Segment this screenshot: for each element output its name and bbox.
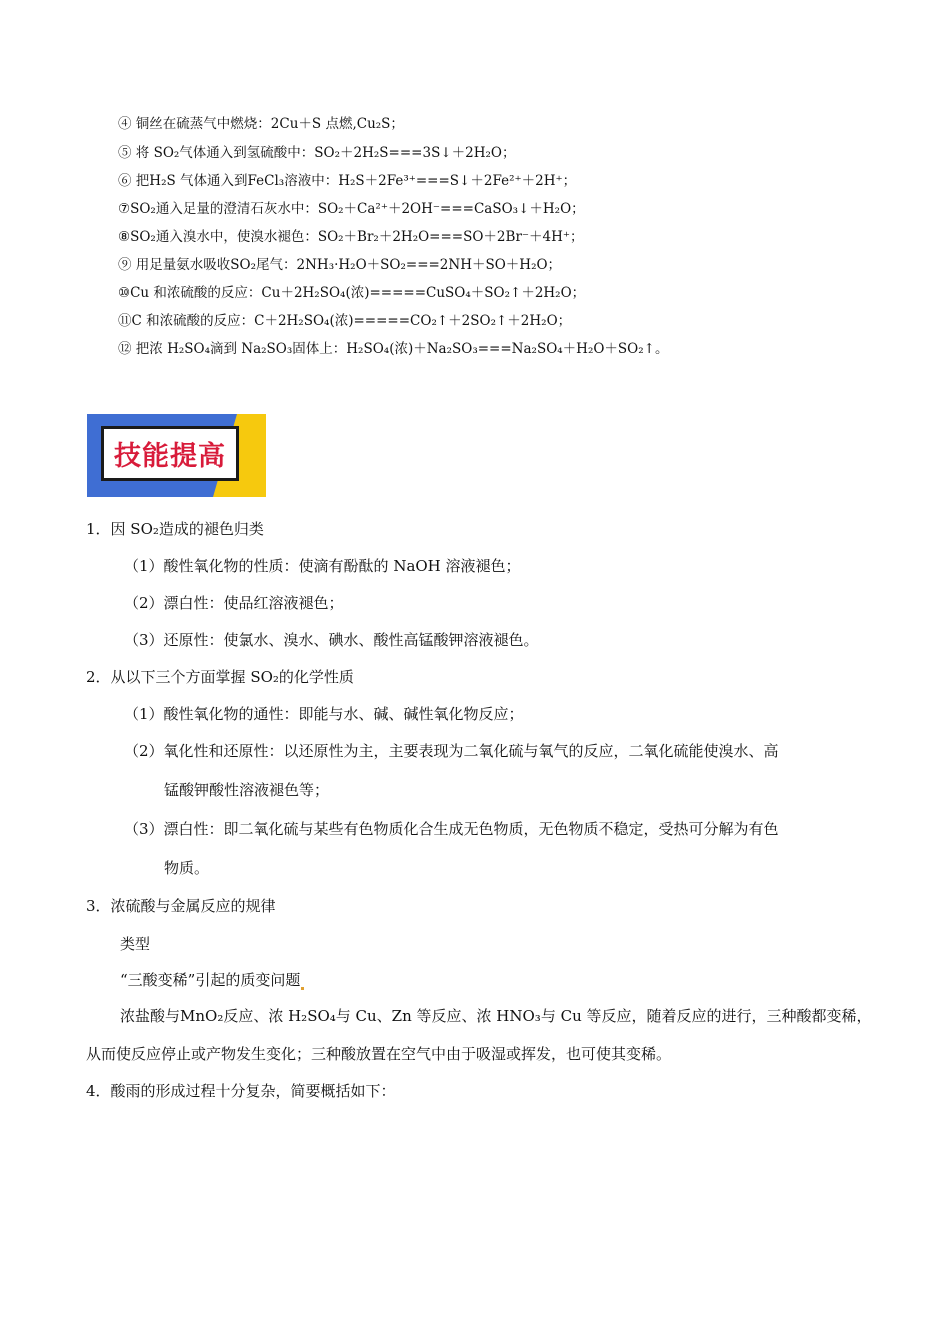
equation-12: ⑫ 把浓 H₂SO₄滴到 Na₂SO₃固体上：H₂SO₄(浓)＋Na₂SO₃===Na₂SO₄＋H₂O＋SO₂↑。 — [118, 341, 669, 357]
section-3-title: 3．浓硫酸与金属反应的规律 — [86, 897, 276, 915]
section-3-paragraph: 浓盐酸与MnO₂反应、浓 H₂SO₄与 Cu、Zn 等反应、浓 HNO₃与 Cu 等反应，随着反应的进行，三种酸都变稀， — [120, 1007, 872, 1025]
equation-10: ⑩Cu 和浓硫酸的反应：Cu＋2H₂SO₄(浓)=====CuSO₄＋SO₂↑＋2H₂O； — [118, 285, 586, 301]
equation-4: ④ 铜丝在硫蒸气中燃烧：2Cu＋S 点燃,Cu₂S； — [118, 116, 404, 132]
equation-7: ⑦SO₂通入足量的澄清石灰水中：SO₂＋Ca²⁺＋2OH⁻===CaSO₃↓＋H₂O； — [118, 201, 585, 217]
section-3-subtitle — [120, 969, 304, 990]
section-2-item-3-cont: 物质。 — [164, 859, 210, 877]
section-2-item-2-cont: 锰酸钾酸性溶液褪色等； — [164, 781, 330, 799]
equation-6: ⑥ 把H₂S 气体通入到FeCl₃溶液中：H₂S＋2Fe³⁺===S↓＋2Fe²⁺＋2H⁺； — [118, 173, 577, 189]
section-2-title: 2．从以下三个方面掌握 SO₂的化学性质 — [86, 668, 354, 686]
equation-11: ⑪C 和浓硫酸的反应：C＋2H₂SO₄(浓)=====CO₂↑＋2SO₂↑＋2H₂O； — [118, 313, 572, 329]
section-3-paragraph-cont: 从而使反应停止或产物发生变化；三种酸放置在空气中由于吸湿或挥发，也可使其变稀。 — [86, 1045, 672, 1063]
equation-5: ⑤ 将 SO₂气体通入到氢硫酸中：SO₂＋2H₂S===3S↓＋2H₂O； — [118, 145, 516, 161]
equation-9: ⑨ 用足量氨水吸收SO₂尾气：2NH₃·H₂O＋SO₂===2NH＋SO＋H₂O； — [118, 257, 562, 273]
section-3-subtitle-text: “三酸变稀”引起的质变问题 — [120, 971, 301, 989]
section-2-item-1: （1）酸性氧化物的通性：即能与水、碱、碱性氧化物反应； — [124, 705, 524, 723]
skill-badge — [87, 414, 266, 497]
mark-dot — [301, 987, 304, 990]
section-1-item-3: （3）还原性：使氯水、溴水、碘水、酸性高锰酸钾溶液褪色。 — [124, 631, 539, 649]
equation-8: ⑧SO₂通入溴水中，使溴水褪色：SO₂＋Br₂＋2H₂O===SO＋2Br⁻＋4H⁺； — [118, 229, 584, 245]
section-1-item-2: （2）漂白性：使品红溶液褪色； — [124, 594, 344, 612]
section-2-item-3: （3）漂白性：即二氧化硫与某些有色物质化合生成无色物质，无色物质不稳定，受热可分解为有色 — [124, 820, 779, 838]
badge-title: 技能提高 — [114, 441, 226, 472]
section-2-item-2: （2）氧化性和还原性：以还原性为主，主要表现为二氧化硫与氧气的反应，二氧化硫能使溴水、高 — [124, 742, 779, 760]
section-1-title: 1．因 SO₂造成的褪色归类 — [86, 520, 264, 538]
section-3-type-label: 类型 — [120, 935, 151, 953]
section-4-title: 4．酸雨的形成过程十分复杂，简要概括如下： — [86, 1082, 396, 1100]
badge-label-box — [101, 426, 239, 481]
section-1-item-1: （1）酸性氧化物的性质：使滴有酚酞的 NaOH 溶液褪色； — [124, 557, 521, 575]
